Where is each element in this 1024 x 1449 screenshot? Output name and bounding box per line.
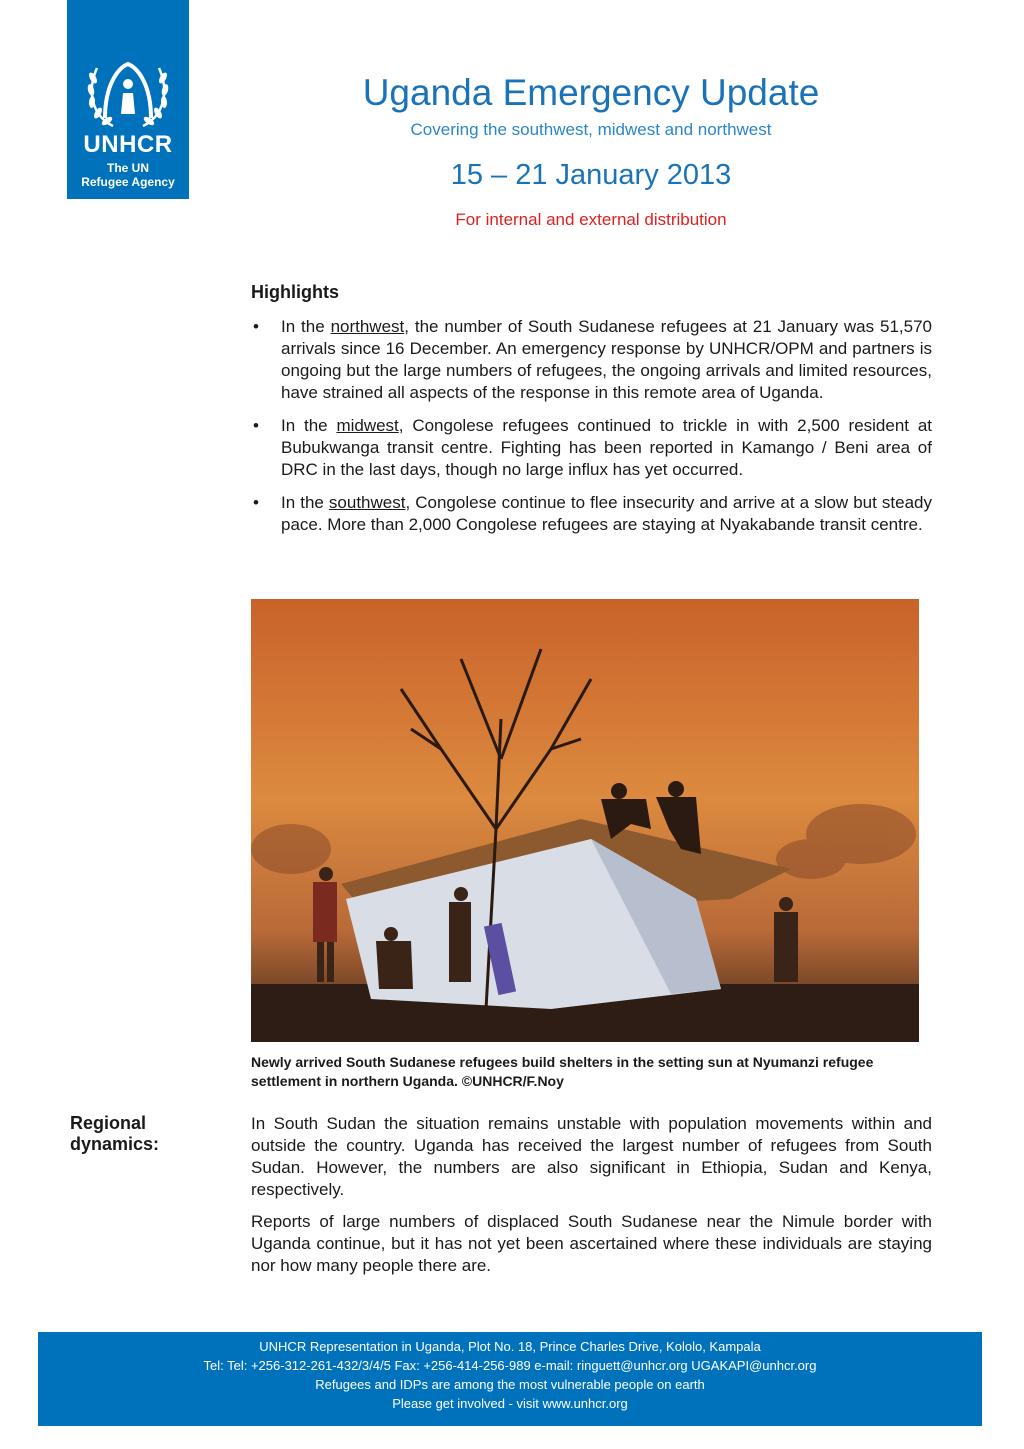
highlight-region: southwest	[328, 493, 406, 512]
footer-call-to-action: Please get involved - visit www.unhcr.org	[392, 1396, 628, 1411]
highlight-item	[251, 492, 932, 536]
highlights-section	[251, 282, 932, 547]
highlight-prefix: In the	[281, 493, 329, 512]
footer-banner	[38, 1332, 982, 1426]
regional-dynamics-label: Regional dynamics:	[70, 1113, 160, 1154]
bullet-icon: •	[253, 317, 259, 336]
document-header	[250, 70, 932, 231]
highlights-heading: Highlights	[251, 282, 339, 302]
logo-tagline	[67, 161, 189, 189]
highlight-text: , the number of South Sudanese refugees at 21 January was 51,570 arrivals since 16 December. An emergency response by UNHCR/OPM and partners is ongoing but the large numbers of refugees, the ongoing arrivals and limited resources, have strained all aspects of the response in this remote area of Uganda.	[281, 317, 932, 402]
document-title: Uganda Emergency Update	[362, 72, 820, 113]
highlight-prefix: In the	[281, 317, 331, 336]
highlight-text: , Congolese continue to flee insecurity and arrive at a slow but steady pace. More than 2,000 Congolese refugees are staying at Nyakabande transit centre.	[281, 493, 932, 534]
unhcr-logo	[67, 0, 189, 199]
photo-caption: Newly arrived South Sudanese refugees build shelters in the setting sun at Nyumanzi refugee settlement in northern Uganda. ©UNHCR/F.Noy	[251, 1054, 874, 1089]
highlight-item	[251, 316, 932, 404]
regional-paragraph: In South Sudan the situation remains unstable with population movements within and outside the country. Uganda has received the largest number of refugees from South Sudan. However, the numbers are also significant in Ethiopia, Sudan and Kenya, respectively.	[251, 1114, 932, 1199]
bullet-icon: •	[253, 493, 259, 512]
bullet-icon: •	[253, 416, 259, 435]
distribution-note: For internal and external distribution	[455, 210, 727, 229]
logo-brand: UNHCR	[83, 131, 173, 158]
footer-message: Refugees and IDPs are among the most vulnerable people on earth	[315, 1377, 705, 1392]
report-dates: 15 – 21 January 2013	[450, 159, 732, 191]
highlight-region: midwest	[336, 416, 399, 435]
highlight-item	[251, 415, 932, 481]
logo-tagline-line-1: The UN	[107, 161, 149, 175]
highlight-prefix: In the	[281, 416, 337, 435]
footer-address: UNHCR Representation in Uganda, Plot No. 18, Prince Charles Drive, Kololo, Kampala	[259, 1339, 761, 1354]
document-subtitle: Covering the southwest, midwest and northwest	[410, 120, 772, 139]
highlight-region: northwest	[330, 317, 405, 336]
refugee-shelter-photo	[251, 599, 919, 1042]
regional-dynamics-section	[251, 1113, 932, 1287]
footer-contact: Tel: Tel: +256-312-261-432/3/4/5 Fax: +256-414-256-989 e-mail: ringuett@unhcr.org UGAKAPI@unhcr.org	[203, 1358, 817, 1373]
unhcr-emblem-icon	[83, 60, 173, 130]
highlight-text: , Congolese refugees continued to trickle in with 2,500 resident at Bubukwanga transit centre. Fighting has been reported in Kamango / Beni area of DRC in the last days, though no large influx has yet occurred.	[281, 416, 932, 479]
regional-paragraph: Reports of large numbers of displaced South Sudanese near the Nimule border with Uganda continue, but it has not yet been ascertained where these individuals are staying nor how many people there are.	[251, 1212, 932, 1275]
logo-tagline-line-2: Refugee Agency	[81, 175, 175, 189]
photo-illustration	[251, 599, 919, 1042]
